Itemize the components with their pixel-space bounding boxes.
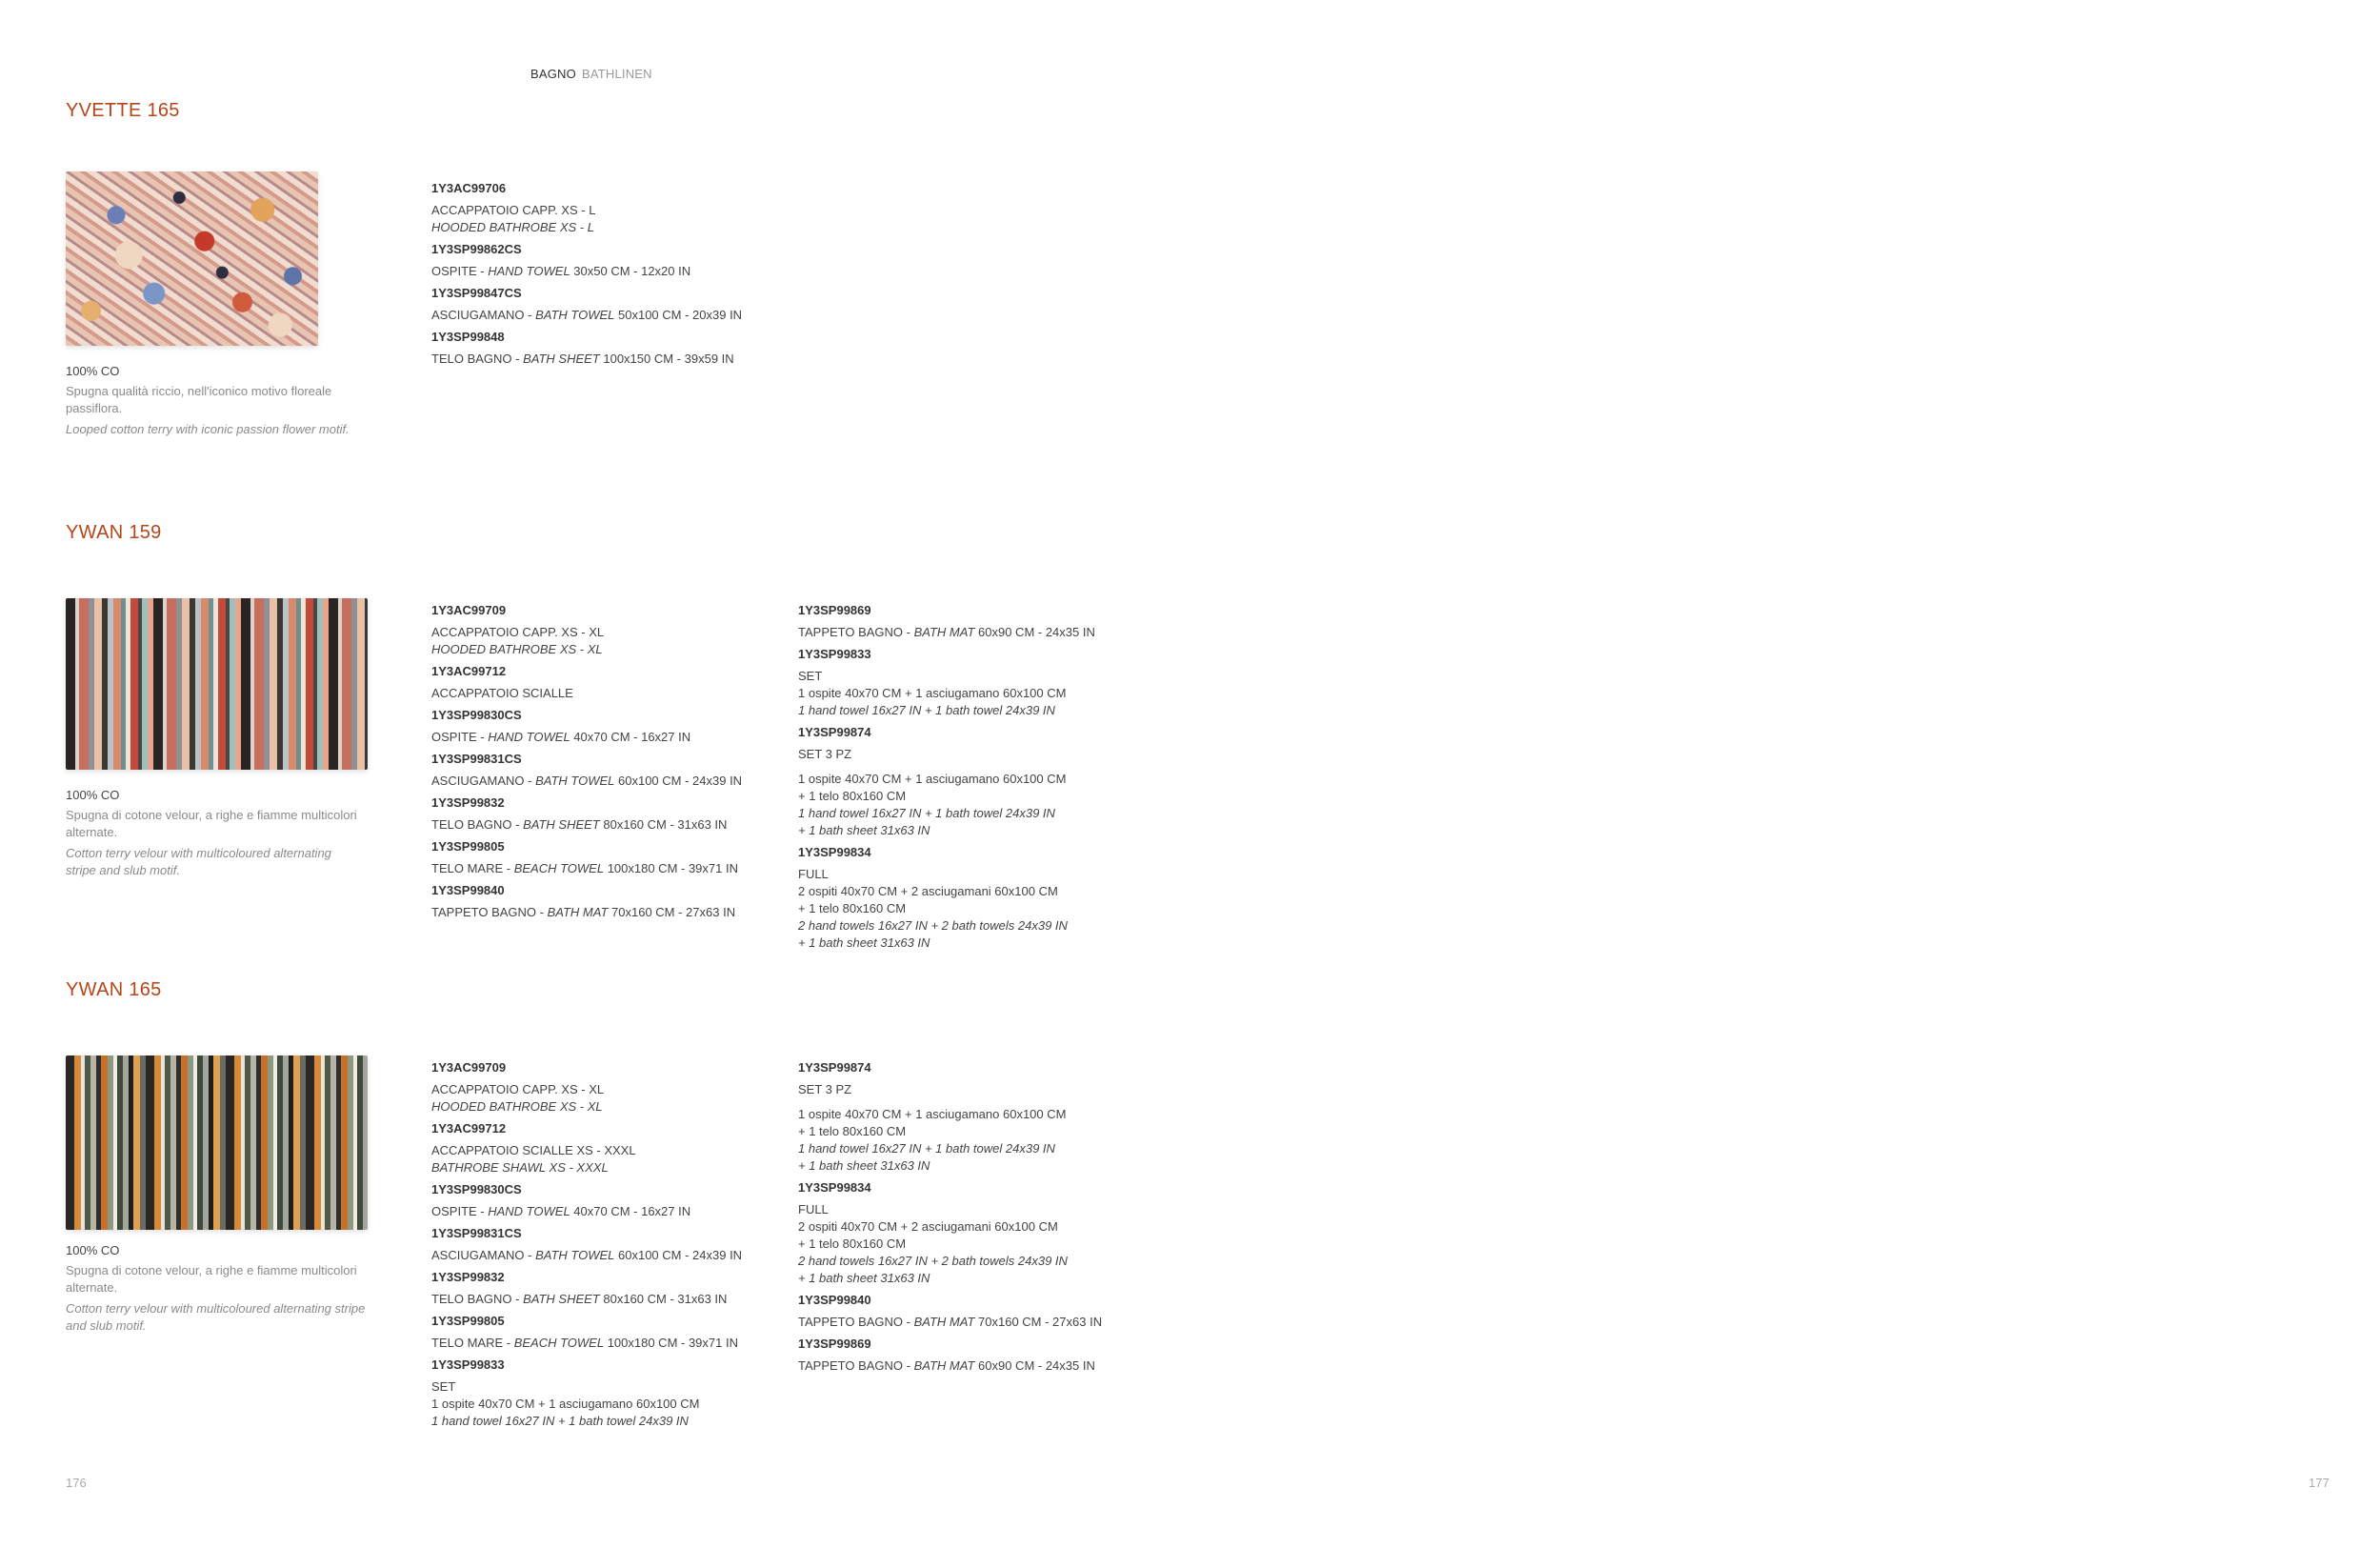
sku-entry	[431, 751, 742, 790]
sku-description-line: 1 ospite 40x70 CM + 1 asciugamano 60x100 CM	[798, 1107, 1067, 1121]
sku-entry	[431, 180, 742, 236]
sku-code: 1Y3AC99706	[431, 181, 507, 195]
sku-entry	[798, 1179, 1102, 1287]
sku-description-line: SET 3 PZ	[798, 1082, 852, 1096]
sku-description-line: ACCAPPATOIO SCIALLE	[431, 686, 573, 700]
sku-description-line: 2 ospiti 40x70 CM + 2 asciugamani 60x100 CM	[798, 1219, 1058, 1234]
sku-description-line: TAPPETO BAGNO - BATH MAT 70x160 CM - 27x63 IN	[431, 905, 736, 919]
striped-towel-image	[66, 598, 368, 770]
sku-description-line: SET	[431, 1379, 456, 1394]
sku-entry	[798, 1336, 1102, 1375]
sku-description-line: OSPITE - HAND TOWEL 40x70 CM - 16x27 IN	[431, 1204, 691, 1218]
product-description	[66, 363, 390, 438]
sku-description-line: OSPITE - HAND TOWEL 40x70 CM - 16x27 IN	[431, 730, 691, 744]
composition: 100% CO	[66, 788, 120, 802]
sku-description-line: + 1 telo 80x160 CM	[798, 789, 907, 803]
sku-description-line: 1 hand towel 16x27 IN + 1 bath towel 24x39 IN	[798, 1141, 1055, 1156]
sku-column	[431, 1059, 742, 1435]
sku-description-line: HOODED BATHROBE XS - L	[431, 220, 594, 234]
sku-code: 1Y3AC99712	[431, 664, 507, 678]
sku-entry	[431, 1120, 742, 1176]
sku-description-line: ACCAPPATOIO CAPP. XS - XL	[431, 1082, 605, 1096]
sku-code: 1Y3SP99869	[798, 1337, 871, 1351]
sku-column	[431, 602, 742, 926]
sku-code: 1Y3SP99831CS	[431, 752, 522, 766]
sku-description-line: + 1 bath sheet 31x63 IN	[798, 1271, 930, 1285]
sku-entry	[798, 1292, 1102, 1331]
product-title: YWAN 165	[66, 979, 162, 1000]
sku-entry	[431, 285, 742, 324]
striped-towel-image	[66, 1055, 368, 1230]
sku-entry	[431, 707, 742, 746]
sku-entry	[798, 646, 1095, 719]
sku-description-line: FULL	[798, 1202, 829, 1216]
sku-entry	[431, 1181, 742, 1220]
sku-description-line: TAPPETO BAGNO - BATH MAT 70x160 CM - 27x63 IN	[798, 1315, 1103, 1329]
sku-code: 1Y3SP99840	[798, 1293, 871, 1307]
product-description	[66, 1242, 390, 1335]
sku-description-line: TELO MARE - BEACH TOWEL 100x180 CM - 39x71 IN	[431, 861, 738, 875]
sku-code: 1Y3SP99847CS	[431, 286, 522, 300]
sku-description-line: HOODED BATHROBE XS - XL	[431, 642, 603, 656]
sku-code: 1Y3SP99862CS	[431, 242, 522, 256]
description-en: Looped cotton terry with iconic passion flower motif.	[66, 422, 350, 436]
description-it: Spugna di cotone velour, a righe e fiamme multicolori alternate.	[66, 1263, 357, 1295]
sku-description-line: TELO BAGNO - BATH SHEET 80x160 CM - 31x63 IN	[431, 1292, 728, 1306]
sku-code: 1Y3SP99833	[431, 1357, 505, 1372]
sku-code: 1Y3SP99834	[798, 1180, 871, 1195]
composition: 100% CO	[66, 364, 120, 378]
sku-entry	[431, 794, 742, 834]
product-description	[66, 787, 390, 879]
sku-code: 1Y3AC99709	[431, 603, 507, 617]
sku-entry	[431, 1059, 742, 1116]
composition: 100% CO	[66, 1243, 120, 1257]
sku-entry	[431, 882, 742, 921]
sku-description-line: 1 hand towel 16x27 IN + 1 bath towel 24x39 IN	[798, 703, 1055, 717]
sku-code: 1Y3SP99832	[431, 795, 505, 810]
sku-description-line: 2 hand towels 16x27 IN + 2 bath towels 24x39 IN	[798, 918, 1068, 933]
page-number-left: 176	[66, 1476, 87, 1490]
sku-entry	[431, 1225, 742, 1264]
sku-description-line: + 1 bath sheet 31x63 IN	[798, 823, 930, 837]
sku-description-line: ASCIUGAMANO - BATH TOWEL 60x100 CM - 24x39 IN	[431, 1248, 743, 1262]
sku-description-line: FULL	[798, 867, 829, 881]
sku-code: 1Y3SP99869	[798, 603, 871, 617]
sku-description-line: SET	[798, 669, 823, 683]
sku-description-line: 1 ospite 40x70 CM + 1 asciugamano 60x100 CM	[798, 686, 1067, 700]
sku-description-line: ACCAPPATOIO SCIALLE XS - XXXL	[431, 1143, 636, 1157]
description-it: Spugna qualità riccio, nell'iconico motivo floreale passiflora.	[66, 384, 332, 415]
sku-code: 1Y3SP99830CS	[431, 1182, 522, 1196]
sku-description-line: 1 hand towel 16x27 IN + 1 bath towel 24x39 IN	[431, 1414, 689, 1428]
sku-description-line: 1 ospite 40x70 CM + 1 asciugamano 60x100 CM	[798, 772, 1067, 786]
sku-code: 1Y3SP99848	[431, 330, 505, 344]
sku-description-line: ASCIUGAMANO - BATH TOWEL 60x100 CM - 24x39 IN	[431, 774, 743, 788]
line-spacer	[798, 1098, 1102, 1106]
sku-description-line: + 1 telo 80x160 CM	[798, 1236, 907, 1251]
sku-description-line: 1 ospite 40x70 CM + 1 asciugamano 60x100 CM	[431, 1397, 700, 1411]
sku-code: 1Y3AC99712	[431, 1121, 507, 1136]
sku-description-line: TELO MARE - BEACH TOWEL 100x180 CM - 39x71 IN	[431, 1336, 738, 1350]
sku-description-line: TAPPETO BAGNO - BATH MAT 60x90 CM - 24x35 IN	[798, 625, 1095, 639]
sku-description-line: 2 ospiti 40x70 CM + 2 asciugamani 60x100 CM	[798, 884, 1058, 898]
description-en: Cotton terry velour with multicoloured alternating stripe and slub motif.	[66, 1301, 366, 1333]
product-title: YWAN 159	[66, 522, 162, 543]
sku-entry	[431, 838, 742, 877]
sku-description-line: 1 hand towel 16x27 IN + 1 bath towel 24x39 IN	[798, 806, 1055, 820]
sku-code: 1Y3SP99874	[798, 725, 871, 739]
sku-entry	[431, 241, 742, 280]
sku-description-line: ASCIUGAMANO - BATH TOWEL 50x100 CM - 20x39 IN	[431, 308, 743, 322]
sku-entry	[431, 1269, 742, 1308]
sku-entry	[431, 602, 742, 658]
category-label: BAGNO	[530, 67, 576, 81]
sku-entry	[431, 329, 742, 368]
sku-entry	[798, 1059, 1102, 1175]
sku-code: 1Y3SP99831CS	[431, 1226, 522, 1240]
sku-description-line: + 1 bath sheet 31x63 IN	[798, 1158, 930, 1173]
page-header	[530, 67, 652, 81]
sku-description-line: ACCAPPATOIO CAPP. XS - XL	[431, 625, 605, 639]
sku-entry	[431, 1313, 742, 1352]
sku-description-line: OSPITE - HAND TOWEL 30x50 CM - 12x20 IN	[431, 264, 691, 278]
page-number-right: 177	[2309, 1476, 2330, 1490]
sku-code: 1Y3SP99874	[798, 1060, 871, 1075]
sku-code: 1Y3SP99840	[431, 883, 505, 897]
sku-code: 1Y3SP99832	[431, 1270, 505, 1284]
sku-description-line: + 1 telo 80x160 CM	[798, 901, 907, 915]
floral-towel-image	[66, 171, 318, 346]
sku-code: 1Y3SP99833	[798, 647, 871, 661]
sku-code: 1Y3SP99830CS	[431, 708, 522, 722]
sku-entry	[798, 844, 1095, 952]
sku-description-line: BATHROBE SHAWL XS - XXXL	[431, 1160, 609, 1175]
line-spacer	[798, 763, 1095, 771]
description-it: Spugna di cotone velour, a righe e fiamme multicolori alternate.	[66, 808, 357, 839]
sku-description-line: HOODED BATHROBE XS - XL	[431, 1099, 603, 1114]
sku-entry	[798, 602, 1095, 641]
sku-description-line: ACCAPPATOIO CAPP. XS - L	[431, 203, 596, 217]
sku-description-line: 2 hand towels 16x27 IN + 2 bath towels 24x39 IN	[798, 1254, 1068, 1268]
sku-description-line: + 1 telo 80x160 CM	[798, 1124, 907, 1138]
subcategory-label: BATHLINEN	[581, 67, 652, 81]
sku-code: 1Y3SP99805	[431, 839, 505, 854]
sku-code: 1Y3AC99709	[431, 1060, 507, 1075]
sku-entry	[431, 663, 742, 702]
sku-description-line: TELO BAGNO - BATH SHEET 80x160 CM - 31x63 IN	[431, 817, 728, 832]
sku-column	[798, 602, 1095, 956]
sku-description-line: SET 3 PZ	[798, 747, 852, 761]
sku-description-line: + 1 bath sheet 31x63 IN	[798, 935, 930, 950]
sku-description-line: TELO BAGNO - BATH SHEET 100x150 CM - 39x59 IN	[431, 352, 734, 366]
sku-entry	[798, 724, 1095, 839]
sku-column	[798, 1059, 1102, 1379]
sku-description-line: TAPPETO BAGNO - BATH MAT 60x90 CM - 24x35 IN	[798, 1358, 1095, 1373]
product-title: YVETTE 165	[66, 100, 180, 121]
sku-code: 1Y3SP99834	[798, 845, 871, 859]
sku-entry	[431, 1357, 742, 1430]
sku-column	[431, 180, 742, 372]
sku-code: 1Y3SP99805	[431, 1314, 505, 1328]
description-en: Cotton terry velour with multicoloured alternating stripe and slub motif.	[66, 846, 331, 877]
